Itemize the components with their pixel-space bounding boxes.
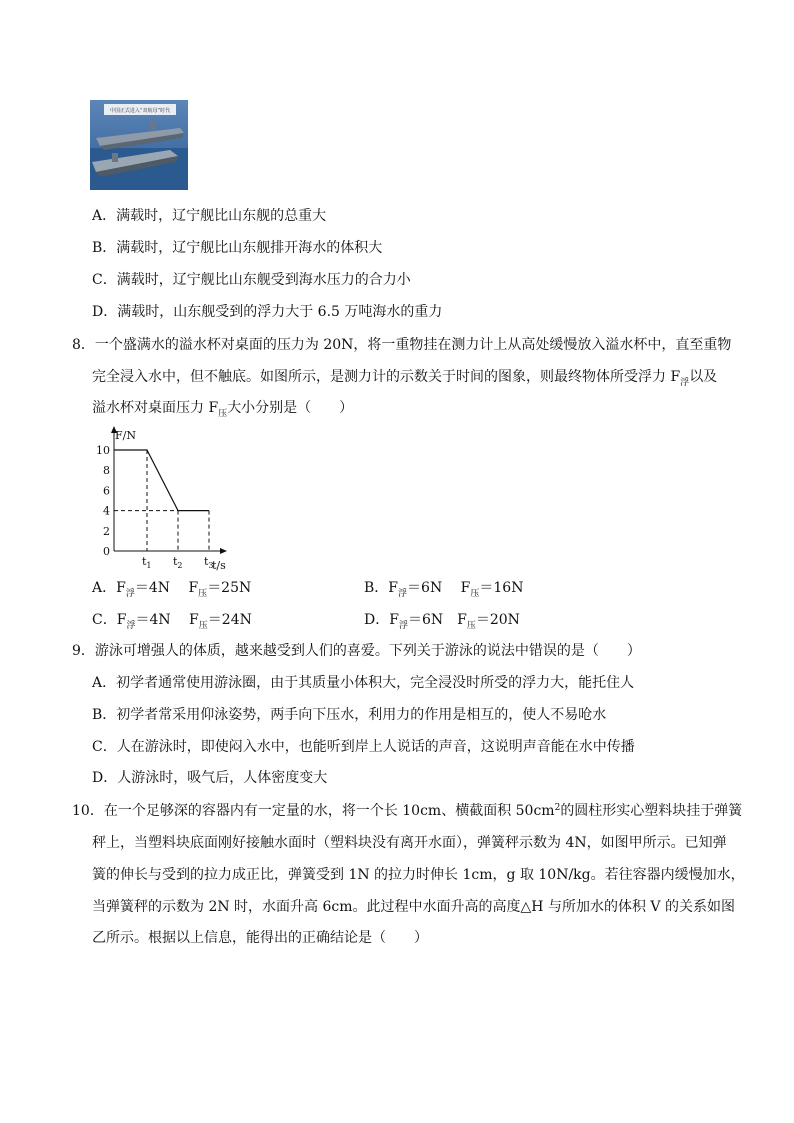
q8-a-sub2: 压 — [198, 589, 208, 599]
q8-line3-text: 溢水杯对桌面压力 F — [92, 400, 219, 416]
q8-stem-line2 — [92, 367, 717, 389]
x-tick-label: $t_3$ — [204, 555, 214, 570]
q8-c-pre: C．F — [92, 612, 127, 628]
q10-stem-line2: 秤上，当塑料块底面刚好接触水面时（塑料块没有离开水面），弹簧秤示数为 4N，如图甲所示。已知弹 — [92, 835, 727, 851]
x-tick-label: $t_2$ — [173, 555, 183, 570]
q8-c-end: ＝24N — [207, 612, 252, 628]
q8-b-sub1: 浮 — [398, 589, 408, 599]
aircraft-carrier-photo — [90, 100, 188, 190]
q10-stem-line1 — [72, 801, 742, 823]
q7-option-b: B．满载时，辽宁舰比山东舰排开海水的体积大 — [92, 240, 383, 256]
q8-d-mid: ＝6N F — [407, 612, 467, 628]
q8-b-mid: ＝6N F — [407, 580, 471, 596]
q8-c-mid: ＝4N F — [135, 612, 199, 628]
force-series-line — [114, 450, 209, 511]
y-tick-label: 8 — [103, 464, 110, 478]
q7-option-d: D．满载时，山东舰受到的浮力大于 6.5 万吨海水的重力 — [92, 304, 443, 320]
q8-a-mid: ＝4N F — [134, 580, 199, 596]
x-tick-label: $t_1$ — [142, 555, 152, 570]
q8-option-c — [92, 610, 252, 632]
q7-option-c: C．满载时，辽宁舰比山东舰受到海水压力的合力小 — [92, 272, 411, 288]
chart-y-axis-label: F/N — [115, 429, 136, 442]
y-tick-label: 2 — [103, 524, 110, 538]
x-tick-sub: 3 — [208, 561, 214, 570]
q8-b-sub2: 压 — [470, 589, 480, 599]
q8-option-a — [92, 578, 251, 600]
q8-a-pre: A．F — [92, 580, 126, 596]
q10-stem-line3: 簧的伸长与受到的拉力成正比，弹簧受到 1N 的拉力时伸长 1cm，g 取 10N/kg。若往容器内缓慢加水， — [92, 867, 745, 883]
x-tick-sub: 2 — [177, 561, 183, 570]
chart-x-axis-label: t/s — [212, 559, 226, 572]
q8-a-sub1: 浮 — [125, 589, 135, 599]
q10-stem-line4: 当弹簧秤的示数为 2N 时，水面升高 6cm。此过程中水面升高的高度△H 与所加水的体积 V 的关系如图 — [92, 899, 735, 915]
q9-option-a: A．初学者通常使用游泳圈，由于其质量小体积大，完全浸没时所受的浮力大，能托住人 — [92, 675, 635, 691]
q10-line1-text: 10．在一个足够深的容器内有一定量的水，将一个长 10cm、横截面积 50cm — [72, 803, 555, 819]
chart-series — [114, 450, 209, 511]
q9-option-d: D．人游泳时，吸气后，人体密度变大 — [92, 770, 328, 786]
y-tick-label: 6 — [103, 484, 110, 498]
chart-x-ticks — [142, 555, 214, 570]
x-axis-arrow — [220, 548, 227, 554]
q8-a-end: ＝25N — [207, 580, 252, 596]
y-tick-label: 4 — [103, 504, 110, 518]
q8-c-sub1: 浮 — [126, 621, 136, 631]
q7-option-a: A．满载时，辽宁舰比山东舰的总重大 — [92, 208, 327, 224]
q8-stem-line1: 8．一个盛满水的溢水杯对桌面的压力为 20N，将一重物挂在测力计上从高处缓慢放入溢水杯中，直至重物 — [72, 337, 732, 353]
q10-line1-sup: 2 — [554, 803, 561, 813]
chart-axes — [111, 426, 227, 554]
q8-option-b — [364, 578, 523, 600]
q8-b-end: ＝16N — [479, 580, 524, 596]
q8-line2-text: 完全浸入水中，但不触底。如图所示，是测力计的示数关于时间的图象，则最终物体所受浮力 F — [92, 369, 681, 385]
q9-option-c: C．人在游泳时，即使闷入水中，也能听到岸上人说话的声音，这说明声音能在水中传播 — [92, 739, 635, 755]
y-tick-label: 0 — [103, 545, 110, 558]
q10-stem-line5: 乙所示。根据以上信息，能得出的正确结论是（ ） — [92, 930, 428, 946]
carrier-illustration — [90, 100, 188, 190]
chart-dashed-guides — [114, 450, 209, 551]
q8-line2-sub: 浮 — [680, 378, 690, 388]
q8-d-end: ＝20N — [475, 612, 520, 628]
chart-y-ticks — [96, 444, 110, 558]
q8-line3-end: 大小分别是（ ） — [227, 400, 354, 416]
q8-option-d — [364, 610, 520, 632]
q8-line3-sub: 压 — [218, 409, 228, 419]
caption-text: 中国正式进入“双航母”时代 — [109, 108, 171, 114]
q8-c-sub2: 压 — [198, 621, 208, 631]
q8-d-sub2: 压 — [466, 621, 476, 631]
q9-stem: 9．游泳可增强人的体质，越来越受到人们的喜爱。下列关于游泳的说法中错误的是（ ） — [72, 643, 641, 659]
q9-option-b: B．初学者常采用仰泳姿势，两手向下压水，利用力的作用是相互的，使人不易呛水 — [92, 707, 607, 723]
q8-d-pre: D．F — [364, 612, 399, 628]
q8-b-pre: B．F — [364, 580, 399, 596]
force-time-chart — [88, 423, 238, 575]
y-tick-label: 10 — [96, 444, 110, 457]
q8-line2-end: 以及 — [689, 369, 718, 385]
x-tick-sub: 1 — [146, 561, 152, 570]
q10-line1-end: 的圆柱形实心塑料块挂于弹簧 — [560, 803, 743, 819]
q8-stem-line3 — [92, 398, 353, 420]
q8-d-sub1: 浮 — [398, 621, 408, 631]
